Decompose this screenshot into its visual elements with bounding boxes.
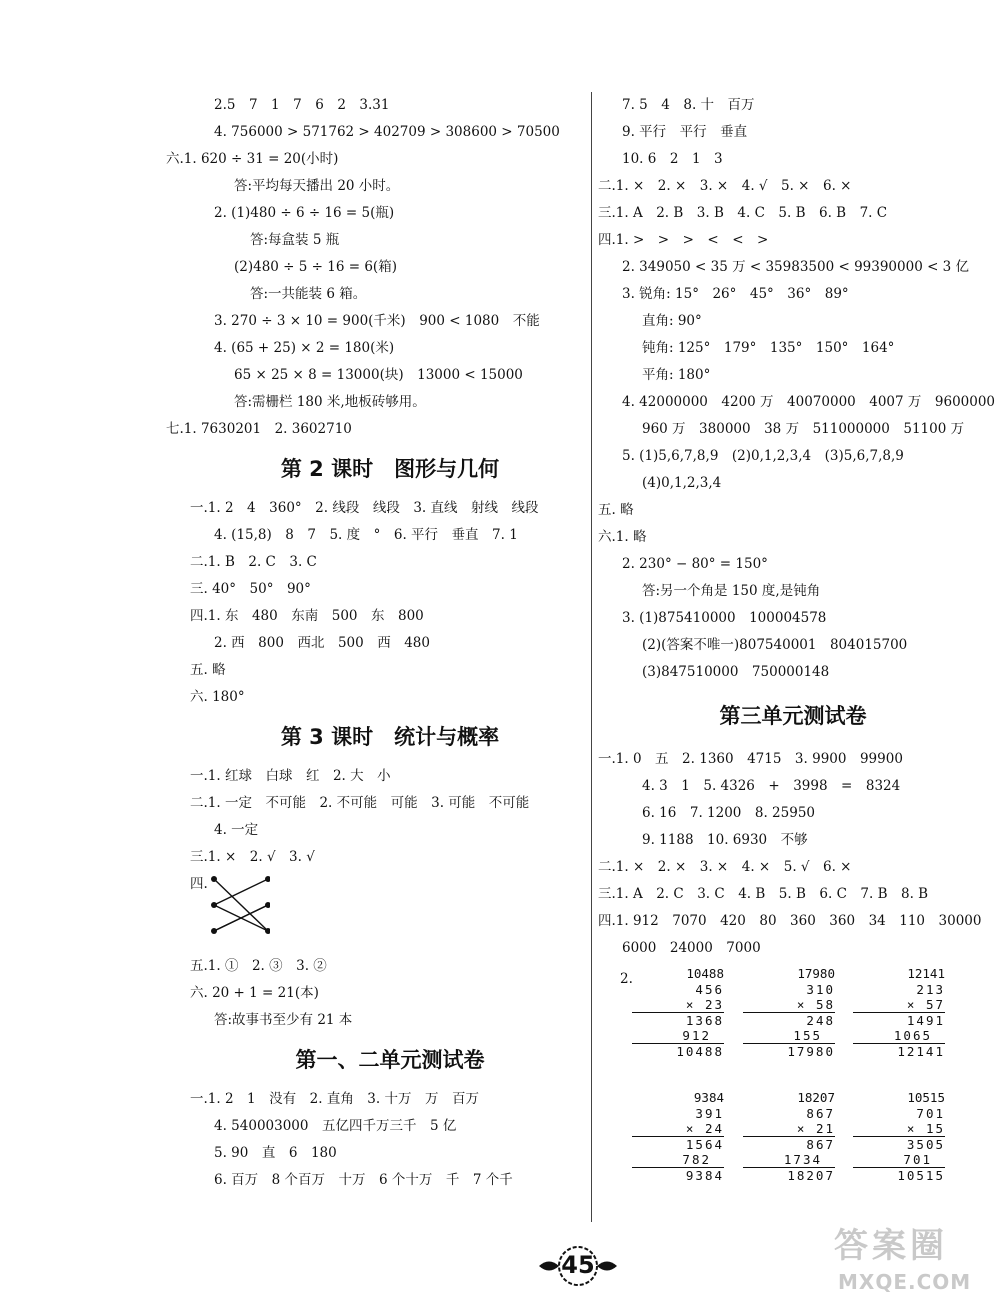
- calc-partial-2: 155: [793, 1028, 822, 1043]
- answer-line: 四.1. 912 7070 420 80 360 360 34 110 30000: [598, 913, 982, 929]
- calc-total: 10488: [676, 1044, 724, 1059]
- answer-line: 六. 20 + 1 = 21(本): [190, 985, 319, 1001]
- answer-line: 二.1. B 2. C 3. C: [190, 554, 317, 570]
- answer-line: 3. (1)875410000 100004578: [622, 610, 827, 626]
- answer-line: 4. 756000 > 571762 > 402709 > 308600 > 70500: [214, 124, 560, 140]
- answer-line: 直角: 90°: [642, 313, 702, 329]
- question-label: 2.: [620, 971, 633, 987]
- calc-total: 18207: [787, 1168, 835, 1183]
- answer-line: 答:平均每天播出 20 小时。: [234, 178, 400, 194]
- answer-line: 4. 540003000 五亿四千万三千 5 亿: [214, 1118, 457, 1134]
- calc-result: 9384: [693, 1090, 724, 1105]
- calc-multiplier: × 15: [906, 1121, 945, 1136]
- calc-partial-2: 782: [682, 1152, 711, 1167]
- calc-multiplier: × 24: [685, 1121, 724, 1136]
- answer-line: (3)847510000 750000148: [642, 664, 830, 680]
- answer-line: 六. 180°: [190, 689, 245, 705]
- answer-line: (2)480 ÷ 5 ÷ 16 = 6(箱): [234, 259, 397, 275]
- calc-multiplicand: 213: [916, 982, 945, 997]
- answer-line: 平角: 180°: [642, 367, 711, 383]
- answer-line: 答:一共能装 6 箱。: [250, 286, 367, 302]
- section-heading: 第一、二单元测试卷: [295, 1048, 485, 1072]
- calc-multiplier: × 58: [796, 997, 835, 1012]
- vertical-multiplication-area: [598, 966, 988, 1206]
- calc-result: 18207: [797, 1090, 835, 1105]
- answer-line: 钝角: 125° 179° 135° 150° 164°: [642, 340, 895, 356]
- answer-line: 三. 40° 50° 90°: [190, 581, 311, 597]
- answer-line: 5. 90 直 6 180: [214, 1145, 337, 1161]
- page-number: 45: [561, 1251, 595, 1279]
- calc-partial-2: 912: [682, 1028, 711, 1043]
- vertical-calculation: [853, 1090, 945, 1183]
- vertical-calculation: [632, 1090, 724, 1183]
- answer-line: 6. 百万 8 个百万 十万 6 个十万 千 7 个千: [214, 1172, 513, 1188]
- answer-line: 答:需栅栏 180 米,地板砖够用。: [234, 394, 426, 410]
- answer-line: (4)0,1,2,3,4: [642, 475, 722, 491]
- answer-line: 五. 略: [190, 662, 226, 678]
- section-heading: 第 2 课时 图形与几何: [280, 457, 500, 481]
- answer-line: 答:每盒装 5 瓶: [250, 232, 340, 248]
- calc-multiplicand: 310: [806, 982, 835, 997]
- calc-multiplicand: 867: [806, 1106, 835, 1121]
- answer-line: 三.1. A 2. B 3. B 4. C 5. B 6. B 7. C: [598, 205, 888, 221]
- answer-line: 三.1. A 2. C 3. C 4. B 5. B 6. C 7. B 8. B: [598, 886, 929, 902]
- answer-line: 七.1. 7630201 2. 3602710: [166, 421, 352, 437]
- calc-partial-2: 1065: [893, 1028, 932, 1043]
- vertical-calculation: [743, 966, 835, 1059]
- answer-line: 2. 349050 < 35 万 < 35983500 < 99390000 < 3 亿: [622, 259, 970, 275]
- vertical-calculation: [853, 966, 945, 1059]
- matching-lines: [190, 871, 270, 951]
- calc-partial-1: 3505: [906, 1137, 945, 1152]
- answer-line: 五. 略: [598, 502, 634, 518]
- vertical-calculation: [632, 966, 724, 1059]
- answer-line: 3. 270 ÷ 3 × 10 = 900(千米) 900 < 1080 不能: [214, 313, 540, 329]
- answer-line: 一.1. 红球 白球 红 2. 大 小: [190, 768, 391, 784]
- calc-partial-1: 1564: [685, 1137, 724, 1152]
- answer-line: 9. 1188 10. 6930 不够: [642, 832, 808, 848]
- answer-line: 六.1. 620 ÷ 31 = 20(小时): [166, 151, 339, 167]
- answer-line: 2. (1)480 ÷ 6 ÷ 16 = 5(瓶): [214, 205, 395, 221]
- watermark: [820, 1218, 996, 1302]
- answer-line: 4. 3 1 5. 4326 + 3998 = 8324: [642, 778, 901, 794]
- answer-line: 7. 5 4 8. 十 百万: [622, 97, 755, 113]
- page-number-badge: [535, 1243, 621, 1289]
- matching-diagram: [190, 871, 590, 953]
- answer-line: 960 万 380000 38 万 511000000 51100 万: [642, 421, 965, 437]
- answer-line: 4. (65 + 25) × 2 = 180(米): [214, 340, 395, 356]
- left-column: [166, 92, 590, 1194]
- answer-line: 答:故事书至少有 21 本: [214, 1012, 353, 1028]
- calc-total: 9384: [685, 1168, 724, 1183]
- section-heading: 第 3 课时 统计与概率: [280, 725, 500, 749]
- calc-multiplicand: 456: [695, 982, 724, 997]
- column-divider: [591, 92, 592, 1222]
- calc-partial-1: 248: [806, 1013, 835, 1028]
- right-column: [598, 92, 996, 1206]
- calc-multiplicand: 391: [695, 1106, 724, 1121]
- answer-line: 一.1. 2 4 360° 2. 线段 线段 3. 直线 射线 线段: [190, 500, 539, 516]
- watermark-logo: 答案圈: [834, 1226, 948, 1266]
- answer-line: 二.1. 一定 不可能 2. 不可能 可能 3. 可能 不可能: [190, 795, 530, 811]
- answer-line: 6000 24000 7000: [622, 940, 761, 956]
- calc-multiplicand: 701: [916, 1106, 945, 1121]
- answer-line: 2. 230° − 80° = 150°: [622, 556, 768, 572]
- answer-line: 65 × 25 × 8 = 13000(块) 13000 < 15000: [234, 367, 523, 383]
- answer-line: (2)(答案不唯一)807540001 804015700: [642, 637, 908, 653]
- answer-line: 4. (15,8) 8 7 5. 度 ° 6. 平行 垂直 7. 1: [214, 527, 518, 543]
- calc-result: 12141: [907, 966, 945, 981]
- calc-result: 17980: [797, 966, 835, 981]
- answer-line: 3. 锐角: 15° 26° 45° 36° 89°: [622, 286, 849, 302]
- answer-line: 4. 42000000 4200 万 40070000 4007 万 9600000: [622, 394, 996, 410]
- answer-line: 二.1. × 2. × 3. × 4. √ 5. × 6. ×: [598, 178, 852, 194]
- answer-line: 4. 一定: [214, 822, 259, 838]
- answer-line: 一.1. 2 1 没有 2. 直角 3. 十万 万 百万: [190, 1091, 479, 1107]
- answer-line: 一.1. 0 五 2. 1360 4715 3. 9900 99900: [598, 751, 903, 767]
- calc-partial-1: 867: [806, 1137, 835, 1152]
- calc-partial-2: 1734: [783, 1152, 822, 1167]
- calc-multiplier: × 23: [685, 997, 724, 1012]
- calc-partial-2: 701: [903, 1152, 932, 1167]
- calc-result: 10488: [686, 966, 724, 981]
- calc-total: 12141: [897, 1044, 945, 1059]
- calc-total: 17980: [787, 1044, 835, 1059]
- question-label: 四.: [190, 876, 208, 892]
- calc-result: 10515: [907, 1090, 945, 1105]
- section-heading: 第三单元测试卷: [719, 704, 867, 728]
- answer-line: 2.5 7 1 7 6 2 3.31: [214, 97, 390, 113]
- calc-partial-1: 1368: [685, 1013, 724, 1028]
- answer-line: 答:另一个角是 150 度,是钝角: [642, 583, 821, 599]
- calc-total: 10515: [897, 1168, 945, 1183]
- vertical-calculation: [743, 1090, 835, 1183]
- calc-multiplier: × 21: [796, 1121, 835, 1136]
- watermark-url: MXQE.COM: [838, 1270, 972, 1294]
- calc-multiplier: × 57: [906, 997, 945, 1012]
- answer-line: 五.1. ① 2. ③ 3. ②: [190, 958, 327, 974]
- answer-line: 二.1. × 2. × 3. × 4. × 5. √ 6. ×: [598, 859, 852, 875]
- answer-line: 四.1. > > > < < >: [598, 232, 769, 248]
- answer-line: 5. (1)5,6,7,8,9 (2)0,1,2,3,4 (3)5,6,7,8,9: [622, 448, 904, 464]
- answer-line: 6. 16 7. 1200 8. 25950: [642, 805, 815, 821]
- answer-line: 六.1. 略: [598, 529, 647, 545]
- answer-line: 四.1. 东 480 东南 500 东 800: [190, 608, 424, 624]
- answer-line: 10. 6 2 1 3: [622, 151, 723, 167]
- answer-line: 三.1. × 2. √ 3. √: [190, 849, 315, 865]
- answer-line: 9. 平行 平行 垂直: [622, 124, 748, 140]
- answer-line: 2. 西 800 西北 500 西 480: [214, 635, 430, 651]
- calc-partial-1: 1491: [906, 1013, 945, 1028]
